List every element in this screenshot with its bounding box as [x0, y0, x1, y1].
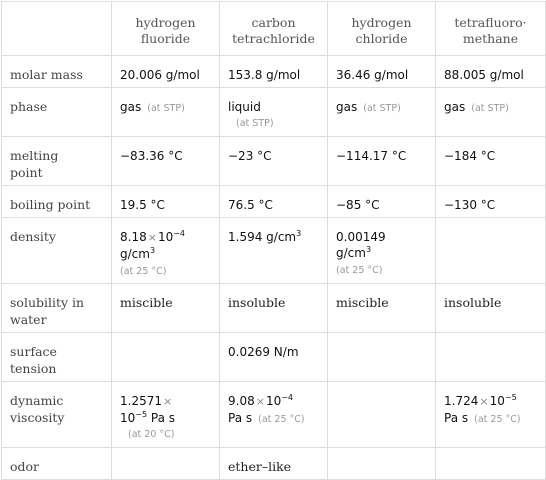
comparison-table-wrapper [1, 1, 546, 480]
row-label-phase: phase [2, 88, 112, 137]
times-sign: × [163, 395, 173, 408]
density-value: 1.594 g/cm [228, 230, 297, 244]
viscosity-condition-note: (at 20 °C) [128, 429, 175, 440]
phase-value: gas [336, 100, 358, 114]
times-sign: × [479, 395, 489, 408]
unit-exponent: 3 [365, 245, 372, 255]
density-unit: g/cm [120, 247, 150, 261]
cell-molar-mass-cf4: 88.005 g/mol [436, 56, 546, 88]
cell-molar-mass-hf: 20.006 g/mol [112, 56, 220, 88]
row-label-odor: odor [2, 448, 112, 480]
viscosity-unit: Pa s [444, 411, 469, 425]
density-mantissa: 8.18 [120, 230, 147, 244]
viscosity-mantissa: 1.724 [444, 394, 479, 408]
cell-surface-ccl4: 0.0269 N/m [220, 333, 328, 382]
viscosity-unit: Pa s [228, 411, 253, 425]
power-exponent: −5 [135, 410, 148, 420]
row-label-viscosity: dynamic viscosity [2, 382, 112, 448]
table-row-surface-tension [2, 333, 546, 382]
cell-solubility-hf: miscible [112, 284, 220, 333]
cell-boiling-cf4: −130 °C [436, 186, 546, 218]
phase-condition-note: (at STP) [363, 103, 401, 114]
table-row-density [2, 218, 546, 284]
table-row-viscosity [2, 382, 546, 448]
row-label-density: density [2, 218, 112, 284]
cell-viscosity-hf [112, 382, 220, 448]
power-base: 10 [265, 394, 282, 408]
cell-odor-hf [112, 448, 220, 480]
phase-value: gas [120, 100, 142, 114]
phase-value: gas [444, 100, 466, 114]
cell-viscosity-ccl4 [220, 382, 328, 448]
cell-odor-ccl4: ether–like [220, 448, 328, 480]
table-row-solubility [2, 284, 546, 333]
cell-phase-cf4 [436, 88, 546, 137]
density-value: 0.00149 [336, 230, 386, 244]
viscosity-mantissa: 9.08 [228, 394, 255, 408]
density-condition-note: (at 25 °C) [120, 266, 167, 277]
table-row-molar-mass [2, 56, 546, 88]
column-header-hydrogen-chloride: hydrogen chloride [328, 2, 436, 56]
cell-boiling-ccl4: 76.5 °C [220, 186, 328, 218]
cell-phase-hcl [328, 88, 436, 137]
row-label-boiling-point: boiling point [2, 186, 112, 218]
cell-odor-cf4 [436, 448, 546, 480]
unit-exponent: 3 [296, 229, 302, 239]
row-label-molar-mass: molar mass [2, 56, 112, 88]
cell-viscosity-cf4 [436, 382, 546, 448]
row-label-surface-tension: surface tension [2, 333, 112, 382]
cell-molar-mass-hcl: 36.46 g/mol [328, 56, 436, 88]
power-base: 10 [157, 230, 174, 244]
cell-odor-hcl [328, 448, 436, 480]
viscosity-mantissa: 1.2571 [120, 394, 162, 408]
cell-surface-cf4 [436, 333, 546, 382]
corner-header [2, 2, 112, 56]
cell-melting-hf: −83.36 °C [112, 137, 220, 186]
table-row-boiling-point [2, 186, 546, 218]
table-row-phase [2, 88, 546, 137]
cell-solubility-cf4: insoluble [436, 284, 546, 333]
density-condition-note: (at 25 °C) [336, 265, 383, 276]
power-base: 10 [120, 411, 136, 425]
cell-solubility-ccl4: insoluble [220, 284, 328, 333]
cell-phase-hf [112, 88, 220, 137]
column-header-hydrogen-fluoride: hydrogen fluoride [112, 2, 220, 56]
density-unit: g/cm [336, 246, 366, 260]
cell-molar-mass-ccl4: 153.8 g/mol [220, 56, 328, 88]
phase-condition-note: (at STP) [471, 103, 509, 114]
cell-density-ccl4 [220, 218, 328, 284]
table-row-melting-point [2, 137, 546, 186]
times-sign: × [255, 395, 265, 408]
cell-surface-hf [112, 333, 220, 382]
viscosity-condition-note: (at 25 °C) [474, 414, 521, 425]
power-base: 10 [489, 394, 505, 408]
phase-condition-note: (at STP) [236, 118, 274, 129]
cell-phase-ccl4 [220, 88, 328, 137]
chemical-properties-table [1, 1, 546, 480]
cell-density-hcl [328, 218, 436, 284]
cell-viscosity-hcl [328, 382, 436, 448]
times-sign: × [147, 231, 157, 244]
cell-melting-hcl: −114.17 °C [328, 137, 436, 186]
table-row-odor [2, 448, 546, 480]
power-exponent: −4 [173, 229, 186, 239]
column-header-carbon-tetrachloride: carbon tetrachloride [220, 2, 328, 56]
row-label-solubility: solubility in water [2, 284, 112, 333]
viscosity-unit: Pa s [150, 411, 176, 425]
cell-melting-cf4: −184 °C [436, 137, 546, 186]
power-exponent: −5 [504, 393, 517, 403]
row-label-melting-point: melting point [2, 137, 112, 186]
header-row [2, 2, 546, 56]
phase-condition-note: (at STP) [147, 103, 185, 114]
column-header-tetrafluoromethane: tetrafluoro· methane [436, 2, 546, 56]
cell-density-cf4 [436, 218, 546, 284]
power-exponent: −4 [281, 393, 294, 403]
unit-exponent: 3 [149, 246, 156, 256]
cell-boiling-hf: 19.5 °C [112, 186, 220, 218]
cell-boiling-hcl: −85 °C [328, 186, 436, 218]
phase-value: liquid [228, 100, 261, 114]
cell-density-hf [112, 218, 220, 284]
cell-solubility-hcl: miscible [328, 284, 436, 333]
cell-surface-hcl [328, 333, 436, 382]
viscosity-condition-note: (at 25 °C) [258, 414, 305, 425]
cell-melting-ccl4: −23 °C [220, 137, 328, 186]
